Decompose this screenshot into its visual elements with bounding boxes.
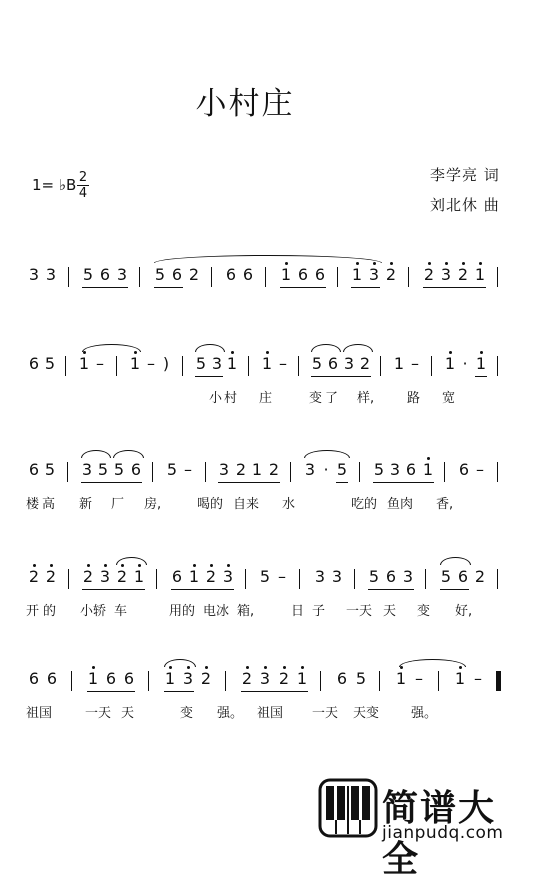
note: 5: [440, 567, 452, 586]
time-signature-top: 2: [78, 170, 88, 185]
beam-underline: [475, 376, 487, 377]
beam-underline: [311, 376, 371, 377]
note: 6: [28, 354, 40, 373]
note: 1: [261, 354, 273, 373]
note: 2: [200, 669, 212, 688]
barline: [425, 569, 428, 589]
note: 3: [45, 265, 57, 284]
lyric: 了: [325, 391, 339, 406]
note: 2: [205, 567, 217, 586]
note: 1: [78, 354, 90, 373]
lyric: 吃的: [351, 497, 378, 512]
note: 2: [385, 265, 397, 284]
lyricist-credit: 李学亮 词: [430, 166, 500, 184]
note: 6: [99, 265, 111, 284]
octave-dot: [104, 564, 107, 567]
beam-underline: [218, 482, 280, 483]
barline: [380, 356, 383, 376]
note: 6: [405, 460, 417, 479]
note: 6: [457, 567, 469, 586]
note: 5: [44, 460, 56, 479]
barline: [225, 671, 228, 691]
slur-arc: [116, 557, 147, 565]
note: 1: [444, 354, 456, 373]
note: 6: [105, 669, 117, 688]
barline: [497, 462, 500, 482]
beam-underline: [423, 287, 486, 288]
octave-dot: [92, 666, 95, 669]
note: 1: [87, 669, 99, 688]
barline: [265, 267, 268, 287]
note: 3: [368, 265, 380, 284]
note: 6: [46, 669, 58, 688]
site-brand-text: 简谱大全: [382, 788, 497, 880]
note: 5: [113, 460, 125, 479]
octave-dot: [283, 666, 286, 669]
note: 3: [314, 567, 326, 586]
note: 3: [304, 460, 316, 479]
lyric: 用的: [169, 604, 196, 619]
note: 5: [336, 460, 348, 479]
note: 5: [311, 354, 323, 373]
note: 5: [368, 567, 380, 586]
barline: [497, 356, 500, 376]
lyric: 样,: [357, 391, 375, 406]
octave-dot: [266, 351, 269, 354]
barline: [148, 671, 151, 691]
lyric: 路: [407, 391, 421, 406]
lyric: 变: [417, 604, 431, 619]
lyric: 日: [291, 604, 305, 619]
tie-arc: [82, 344, 141, 352]
note: 2: [457, 265, 469, 284]
note: 1: [351, 265, 363, 284]
octave-dot: [246, 666, 249, 669]
dash-extension: –: [474, 669, 482, 688]
octave-dot: [390, 262, 393, 265]
lyric: 村: [224, 391, 238, 406]
lyric: 香,: [436, 497, 454, 512]
note: ): [162, 354, 170, 373]
beam-underline: [87, 691, 135, 692]
slur-arc: [343, 344, 373, 352]
barline: [116, 356, 119, 376]
lyric: 开: [26, 604, 40, 619]
note: 2: [45, 567, 57, 586]
barline: [379, 671, 382, 691]
octave-dot: [428, 262, 431, 265]
lyric: 车: [114, 604, 128, 619]
barline: [298, 356, 301, 376]
note: 2: [188, 265, 200, 284]
note: 6: [130, 460, 142, 479]
note: 5: [82, 265, 94, 284]
note: 6: [314, 265, 326, 284]
note: 6: [458, 460, 470, 479]
slur-arc: [164, 659, 196, 667]
barline: [431, 356, 434, 376]
barline: [152, 462, 155, 482]
lyric: 变: [180, 706, 194, 721]
lyric: 一天: [85, 706, 112, 721]
note: 6: [327, 354, 339, 373]
beam-underline: [280, 287, 326, 288]
note: 3: [440, 265, 452, 284]
lyric: 庄: [259, 391, 273, 406]
beam-underline: [368, 589, 414, 590]
lyric: 电冰: [203, 604, 230, 619]
note: 1: [454, 669, 466, 688]
note: 6: [171, 265, 183, 284]
barline: [337, 267, 340, 287]
note: 2: [474, 567, 486, 586]
barline: [139, 267, 142, 287]
barline: [408, 267, 411, 287]
barline: [65, 356, 68, 376]
site-url-text: jianpudq.com: [382, 823, 504, 843]
note: 3: [331, 567, 343, 586]
barline: [248, 356, 251, 376]
barline: [290, 462, 293, 482]
note: 5: [166, 460, 178, 479]
beam-underline: [171, 589, 234, 590]
note: 1: [129, 354, 141, 373]
lyric: 天: [121, 706, 135, 721]
note: 6: [385, 567, 397, 586]
note: 2: [268, 460, 280, 479]
barline: [444, 462, 447, 482]
lyric: 强。: [411, 706, 438, 721]
note: 1: [393, 354, 405, 373]
note: 6: [242, 265, 254, 284]
slur-arc: [154, 255, 382, 263]
lyric: 厂: [111, 497, 125, 512]
note: 6: [297, 265, 309, 284]
lyric: 子: [312, 604, 326, 619]
lyric: 宽: [442, 391, 456, 406]
lyric: 小轿: [80, 604, 107, 619]
note: 5: [154, 265, 166, 284]
note: 5: [195, 354, 207, 373]
note: 2: [82, 567, 94, 586]
lyric: 自来: [233, 497, 260, 512]
octave-dot: [427, 457, 430, 460]
lyric: 水: [282, 497, 296, 512]
dash-extension: –: [279, 354, 287, 373]
tie-arc: [399, 659, 466, 667]
composer-credit: 刘北休 曲: [430, 196, 500, 214]
lyric: 变: [309, 391, 323, 406]
beam-underline: [373, 482, 434, 483]
note: 6: [225, 265, 237, 284]
note: 3: [218, 460, 230, 479]
lyric: 的: [43, 604, 57, 619]
octave-dot: [87, 564, 90, 567]
octave-dot: [462, 262, 465, 265]
dash-extension: –: [184, 460, 192, 479]
note: 1: [395, 669, 407, 688]
barline: [68, 267, 71, 287]
note: 5: [373, 460, 385, 479]
note: 1: [226, 354, 238, 373]
octave-dot: [264, 666, 267, 669]
dash-extension: –: [476, 460, 484, 479]
lyric: 祖国: [257, 706, 284, 721]
note: 2: [28, 567, 40, 586]
dotted-rhythm: ·: [323, 460, 329, 479]
barline: [320, 671, 323, 691]
octave-dot: [480, 351, 483, 354]
note: 3: [182, 669, 194, 688]
note: 2: [359, 354, 371, 373]
beam-underline: [164, 691, 194, 692]
key-signature: 1= ♭B: [32, 176, 77, 194]
octave-dot: [50, 564, 53, 567]
lyric: 喝的: [197, 497, 224, 512]
note: 6: [171, 567, 183, 586]
barline: [438, 671, 441, 691]
note: 1: [133, 567, 145, 586]
note: 3: [259, 669, 271, 688]
note: 5: [259, 567, 271, 586]
octave-dot: [33, 564, 36, 567]
note: 1: [251, 460, 263, 479]
barline: [156, 569, 159, 589]
final-barline: [496, 671, 503, 691]
barline: [359, 462, 362, 482]
lyric: 天: [383, 604, 397, 619]
octave-dot: [445, 262, 448, 265]
note: 2: [423, 265, 435, 284]
dash-extension: –: [415, 669, 423, 688]
note: 3: [99, 567, 111, 586]
barline: [71, 671, 74, 691]
octave-dot: [210, 564, 213, 567]
slur-arc: [311, 344, 341, 352]
note: 1: [164, 669, 176, 688]
lyric: 天变: [353, 706, 380, 721]
lyric: 鱼肉: [387, 497, 414, 512]
barline: [205, 462, 208, 482]
note: 3: [211, 354, 223, 373]
barline: [182, 356, 185, 376]
note: 2: [278, 669, 290, 688]
dash-extension: –: [147, 354, 155, 373]
beam-underline: [351, 287, 380, 288]
dotted-rhythm: ·: [462, 354, 468, 373]
dash-extension: –: [411, 354, 419, 373]
beam-underline: [440, 589, 469, 590]
barline: [299, 569, 302, 589]
time-signature-bottom: 4: [78, 186, 88, 201]
note: 3: [116, 265, 128, 284]
slur-arc: [304, 450, 350, 458]
note: 2: [241, 669, 253, 688]
beam-underline: [154, 287, 183, 288]
dash-extension: –: [96, 354, 104, 373]
note: 3: [81, 460, 93, 479]
note: 6: [28, 460, 40, 479]
barline: [245, 569, 248, 589]
piano-keys-icon: [318, 778, 378, 838]
octave-dot: [193, 564, 196, 567]
song-title: 小村庄: [195, 86, 295, 122]
note: 3: [28, 265, 40, 284]
beam-underline: [81, 482, 142, 483]
barline: [211, 267, 214, 287]
dash-extension: –: [278, 567, 286, 586]
note: 2: [235, 460, 247, 479]
note: 1: [474, 265, 486, 284]
note: 1: [280, 265, 292, 284]
octave-dot: [205, 666, 208, 669]
beam-underline: [195, 376, 223, 377]
note: 6: [336, 669, 348, 688]
octave-dot: [479, 262, 482, 265]
note: 1: [188, 567, 200, 586]
slur-arc: [195, 344, 225, 352]
octave-dot: [227, 564, 230, 567]
lyric: 房,: [144, 497, 162, 512]
barline: [497, 569, 500, 589]
note: 1: [475, 354, 487, 373]
note: 5: [355, 669, 367, 688]
note: 3: [402, 567, 414, 586]
beam-underline: [241, 691, 308, 692]
lyric: 楼: [26, 497, 40, 512]
lyric: 祖国: [26, 706, 53, 721]
lyric: 高: [42, 497, 56, 512]
slur-arc: [81, 450, 111, 458]
note: 5: [44, 354, 56, 373]
barline: [354, 569, 357, 589]
note: 6: [123, 669, 135, 688]
note: 1: [296, 669, 308, 688]
octave-dot: [231, 351, 234, 354]
lyric: 小: [209, 391, 223, 406]
note: 6: [28, 669, 40, 688]
barline: [67, 462, 70, 482]
octave-dot: [449, 351, 452, 354]
slur-arc: [113, 450, 144, 458]
note: 3: [389, 460, 401, 479]
lyric: 强。: [217, 706, 244, 721]
note: 2: [116, 567, 128, 586]
beam-underline: [82, 589, 145, 590]
note: 3: [222, 567, 234, 586]
beam-underline: [82, 287, 128, 288]
slur-arc: [440, 557, 471, 565]
lyric: 好,: [455, 604, 473, 619]
octave-dot: [301, 666, 304, 669]
note: 5: [97, 460, 109, 479]
note: 3: [343, 354, 355, 373]
time-signature: [76, 170, 90, 201]
barline: [68, 569, 71, 589]
beam-underline: [336, 482, 348, 483]
note: 1: [422, 460, 434, 479]
lyric: 箱,: [237, 604, 255, 619]
lyric: 一天: [312, 706, 339, 721]
lyric: 一天: [346, 604, 373, 619]
barline: [497, 267, 500, 287]
lyric: 新: [79, 497, 93, 512]
site-logo: [318, 778, 530, 880]
